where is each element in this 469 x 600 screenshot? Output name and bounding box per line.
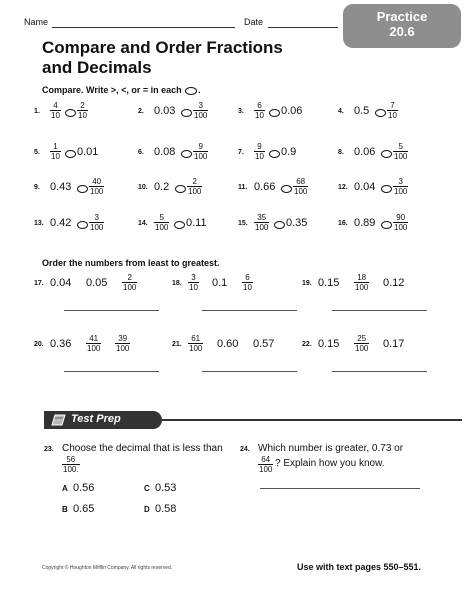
- compare-item-5-label: 5.: [34, 149, 40, 156]
- compare-item-9-left-number: 0.43: [50, 181, 72, 193]
- compare-item-15-left-denominator: 100: [255, 223, 269, 232]
- compare-item-10-right-denominator: 100: [188, 187, 202, 196]
- compare-item-12-label: 12.: [338, 184, 348, 191]
- choice-c-letter[interactable]: C: [144, 484, 150, 493]
- order-item-22-value-2-numerator: 25: [354, 334, 369, 344]
- q23-frac-numerator: 56: [62, 455, 80, 465]
- compare-item-16-label: 16.: [338, 220, 348, 227]
- order-item-22-value-2-denominator: 100: [355, 344, 369, 353]
- compare-item-1-right-fraction: [77, 101, 88, 120]
- instruction-suffix: .: [198, 85, 201, 95]
- compare-item-14-label: 14.: [138, 220, 148, 227]
- order-item-17-value-3-numerator: 2: [122, 273, 137, 283]
- text-pages-note: Use with text pages 550–551.: [297, 562, 422, 572]
- compare-item-9-right-numerator: 40: [89, 177, 104, 187]
- compare-item-12-right-numerator: 3: [393, 177, 408, 187]
- compare-item-5-left-denominator: 10: [51, 152, 60, 161]
- compare-item-13-left-number: 0.42: [50, 217, 72, 229]
- order-item-18-value-3-fraction: [242, 273, 253, 292]
- choice-b-letter[interactable]: B: [62, 505, 68, 514]
- compare-item-7-right-number: 0.9: [281, 146, 297, 158]
- oval-icon: [185, 87, 197, 95]
- compare-item-3-answer-oval[interactable]: [269, 109, 280, 117]
- compare-instruction: [42, 85, 201, 95]
- order-item-19-answer-line[interactable]: [332, 310, 427, 311]
- compare-item-6-left-number: 0.08: [154, 146, 176, 158]
- q23-text: Choose the decimal that is less than: [62, 443, 223, 454]
- order-item-21-value-1-denominator: 100: [189, 344, 203, 353]
- practice-badge: [343, 4, 461, 48]
- compare-item-8-label: 8.: [338, 149, 344, 156]
- compare-item-10-label: 10.: [138, 184, 148, 191]
- compare-item-15-left-fraction: [254, 213, 269, 232]
- choice-a-letter[interactable]: A: [62, 484, 68, 493]
- compare-item-9-right-denominator: 100: [90, 187, 104, 196]
- order-item-20-value-2-denominator: 100: [87, 344, 101, 353]
- order-item-18-value-1-numerator: 3: [188, 273, 199, 283]
- compare-item-10-left-number: 0.2: [154, 181, 170, 193]
- compare-item-4-right-denominator: 10: [388, 111, 397, 120]
- compare-item-12-right-fraction: [393, 177, 408, 196]
- compare-item-7-label: 7.: [238, 149, 244, 156]
- compare-item-4-label: 4.: [338, 108, 344, 115]
- q24-answer-line[interactable]: [260, 488, 420, 489]
- order-item-22-value-3-number: 0.17: [383, 338, 405, 350]
- test-prep-label: Test Prep: [71, 413, 121, 425]
- compare-item-14-left-fraction: [154, 213, 169, 232]
- title-line-1: Compare and Order Fractions: [42, 38, 283, 57]
- order-item-17-value-3-fraction: [122, 273, 137, 292]
- compare-item-8-answer-oval[interactable]: [381, 150, 392, 158]
- order-item-21-label: 21.: [172, 341, 182, 348]
- order-item-20-value-3-numerator: 39: [115, 334, 130, 344]
- order-item-20-answer-line[interactable]: [64, 371, 159, 372]
- compare-item-14-left-numerator: 5: [154, 213, 169, 223]
- compare-item-15-left-numerator: 35: [254, 213, 269, 223]
- compare-item-13-answer-oval[interactable]: [77, 221, 88, 229]
- order-item-20-value-3-fraction: [115, 334, 130, 353]
- order-item-20-value-2-numerator: 41: [86, 334, 101, 344]
- compare-item-15-label: 15.: [238, 220, 248, 227]
- order-item-20-value-3-denominator: 100: [116, 344, 130, 353]
- compare-item-16-right-numerator: 90: [393, 213, 408, 223]
- compare-item-10-right-fraction: [187, 177, 202, 196]
- choice-d-value[interactable]: 0.58: [155, 503, 177, 515]
- q24-suffix: ? Explain how you know.: [275, 458, 385, 469]
- order-item-21-value-1-numerator: 61: [188, 334, 203, 344]
- compare-item-9-label: 9.: [34, 184, 40, 191]
- compare-item-3-left-numerator: 6: [254, 101, 265, 111]
- compare-item-12-left-number: 0.04: [354, 181, 376, 193]
- compare-item-3-left-fraction: [254, 101, 265, 120]
- order-item-19-value-1-number: 0.15: [318, 277, 340, 289]
- name-line[interactable]: [52, 27, 235, 28]
- order-item-18-answer-line[interactable]: [202, 310, 297, 311]
- compare-item-1-left-fraction: [50, 101, 61, 120]
- pencil-icon: [50, 413, 68, 427]
- compare-item-7-left-denominator: 10: [255, 152, 264, 161]
- compare-item-2-right-fraction: [193, 101, 208, 120]
- order-item-21-value-3-number: 0.57: [253, 338, 275, 350]
- page-title: [42, 38, 283, 78]
- compare-item-14-right-number: 0.11: [186, 217, 207, 229]
- compare-item-16-answer-oval[interactable]: [381, 221, 392, 229]
- order-item-18-value-1-denominator: 10: [189, 283, 198, 292]
- choice-b-value[interactable]: 0.65: [73, 503, 95, 515]
- compare-item-8-left-number: 0.06: [354, 146, 376, 158]
- order-item-22-value-2-fraction: [354, 334, 369, 353]
- order-item-18-value-3-numerator: 6: [242, 273, 253, 283]
- compare-item-2-label: 2.: [138, 108, 144, 115]
- compare-item-10-answer-oval[interactable]: [175, 185, 186, 193]
- compare-item-4-right-fraction: [387, 101, 398, 120]
- compare-item-6-answer-oval[interactable]: [181, 150, 192, 158]
- compare-item-1-right-denominator: 10: [78, 111, 87, 120]
- compare-item-15-right-number: 0.35: [286, 217, 308, 229]
- order-item-21-answer-line[interactable]: [202, 371, 297, 372]
- compare-item-3-left-denominator: 10: [255, 111, 264, 120]
- compare-item-1-left-denominator: 10: [51, 111, 60, 120]
- compare-item-11-answer-oval[interactable]: [281, 185, 292, 193]
- compare-item-10-right-numerator: 2: [187, 177, 202, 187]
- date-label: Date: [244, 17, 264, 27]
- compare-item-7-left-fraction: [254, 142, 265, 161]
- q24-text: Which number is greater, 0.73 or: [258, 443, 404, 454]
- order-item-21-value-2-number: 0.60: [217, 338, 239, 350]
- order-item-18-value-3-denominator: 10: [243, 283, 252, 292]
- compare-item-1-label: 1.: [34, 108, 40, 115]
- order-item-17-value-2-number: 0.05: [86, 277, 108, 289]
- compare-item-16-left-number: 0.89: [354, 217, 376, 229]
- q24-fraction: [258, 455, 273, 474]
- compare-item-8-right-fraction: [393, 142, 408, 161]
- order-item-19-value-3-number: 0.12: [383, 277, 405, 289]
- badge-title: Practice: [376, 9, 428, 24]
- q23-frac-d: 100: [63, 465, 77, 474]
- order-item-20-value-1-number: 0.36: [50, 338, 72, 350]
- badge-number: 20.6: [389, 24, 415, 39]
- compare-item-5-left-fraction: [50, 142, 61, 161]
- q23-fraction: [62, 455, 80, 474]
- test-prep-banner: [44, 411, 414, 429]
- q23-suffix: .: [76, 465, 79, 474]
- compare-item-12-right-denominator: 100: [394, 187, 408, 196]
- compare-item-3-label: 3.: [238, 108, 244, 115]
- q23-number: 23.: [44, 446, 54, 453]
- compare-item-1-answer-oval[interactable]: [65, 109, 76, 117]
- compare-item-6-right-denominator: 100: [194, 152, 208, 161]
- order-item-18-value-2-number: 0.1: [212, 277, 228, 289]
- compare-item-9-answer-oval[interactable]: [77, 185, 88, 193]
- order-item-17-answer-line[interactable]: [64, 310, 159, 311]
- choice-c-value[interactable]: 0.53: [155, 482, 177, 494]
- order-item-19-label: 19.: [302, 280, 312, 287]
- q24-frac-numerator: 64: [258, 455, 273, 465]
- compare-item-11-left-number: 0.66: [254, 181, 276, 193]
- order-item-18-label: 18.: [172, 280, 182, 287]
- compare-item-13-right-numerator: 3: [89, 213, 104, 223]
- compare-item-4-left-number: 0.5: [354, 105, 370, 117]
- order-item-20-label: 20.: [34, 341, 44, 348]
- instruction-text: Compare. Write >, <, or = in each: [42, 85, 182, 95]
- copyright: Copyright © Houghton Mifflin Company. All rights reserved.: [42, 565, 173, 571]
- order-item-17-value-3-denominator: 100: [123, 283, 137, 292]
- order-item-18-value-1-fraction: [188, 273, 199, 292]
- compare-item-6-label: 6.: [138, 149, 144, 156]
- compare-item-5-answer-oval[interactable]: [65, 150, 76, 158]
- compare-item-2-answer-oval[interactable]: [181, 109, 192, 117]
- title-line-2: and Decimals: [42, 58, 152, 77]
- compare-item-5-right-number: 0.01: [77, 146, 99, 158]
- order-item-17-value-1-number: 0.04: [50, 277, 72, 289]
- q24-number: 24.: [240, 446, 250, 453]
- compare-item-11-right-fraction: [293, 177, 308, 196]
- compare-item-8-right-numerator: 5: [393, 142, 408, 152]
- compare-item-8-right-denominator: 100: [394, 152, 408, 161]
- name-label: Name: [24, 17, 49, 27]
- choice-d-letter[interactable]: D: [144, 505, 150, 514]
- order-item-21-value-1-fraction: [188, 334, 203, 353]
- compare-item-13-right-denominator: 100: [90, 223, 104, 232]
- order-item-19-value-2-fraction: [354, 273, 369, 292]
- compare-item-12-answer-oval[interactable]: [381, 185, 392, 193]
- compare-item-7-left-numerator: 9: [254, 142, 265, 152]
- compare-item-11-label: 11.: [238, 184, 248, 191]
- compare-item-7-answer-oval[interactable]: [269, 150, 280, 158]
- compare-item-1-right-numerator: 2: [77, 101, 88, 111]
- compare-item-6-right-numerator: 9: [193, 142, 208, 152]
- order-item-19-value-2-numerator: 18: [354, 273, 369, 283]
- order-item-17-label: 17.: [34, 280, 44, 287]
- compare-item-1-left-numerator: 4: [50, 101, 61, 111]
- compare-item-13-label: 13.: [34, 220, 44, 227]
- compare-item-9-right-fraction: [89, 177, 104, 196]
- order-item-20-value-2-fraction: [86, 334, 101, 353]
- compare-item-2-right-denominator: 100: [194, 111, 208, 120]
- compare-item-15-answer-oval[interactable]: [274, 221, 285, 229]
- order-item-19-value-2-denominator: 100: [355, 283, 369, 292]
- compare-item-2-right-numerator: 3: [193, 101, 208, 111]
- date-line[interactable]: [268, 27, 338, 28]
- order-item-22-value-1-number: 0.15: [318, 338, 340, 350]
- q24-frac-denominator: 100: [259, 465, 273, 474]
- compare-item-14-answer-oval[interactable]: [174, 221, 185, 229]
- test-prep-rule: [162, 419, 462, 421]
- compare-item-11-right-denominator: 100: [294, 187, 308, 196]
- compare-item-16-right-fraction: [393, 213, 408, 232]
- q23-frac-denominator: [62, 465, 80, 474]
- compare-item-4-right-numerator: 7: [387, 101, 398, 111]
- compare-item-13-right-fraction: [89, 213, 104, 232]
- compare-item-6-right-fraction: [193, 142, 208, 161]
- compare-item-16-right-denominator: 100: [394, 223, 408, 232]
- compare-item-14-left-denominator: 100: [155, 223, 169, 232]
- compare-item-2-left-number: 0.03: [154, 105, 176, 117]
- order-instruction: Order the numbers from least to greatest.: [42, 258, 220, 268]
- order-item-22-answer-line[interactable]: [332, 371, 427, 372]
- compare-item-3-right-number: 0.06: [281, 105, 303, 117]
- order-item-22-label: 22.: [302, 341, 312, 348]
- choice-a-value[interactable]: 0.56: [73, 482, 95, 494]
- compare-item-5-left-numerator: 1: [50, 142, 61, 152]
- compare-item-11-right-numerator: 68: [293, 177, 308, 187]
- compare-item-4-answer-oval[interactable]: [375, 109, 386, 117]
